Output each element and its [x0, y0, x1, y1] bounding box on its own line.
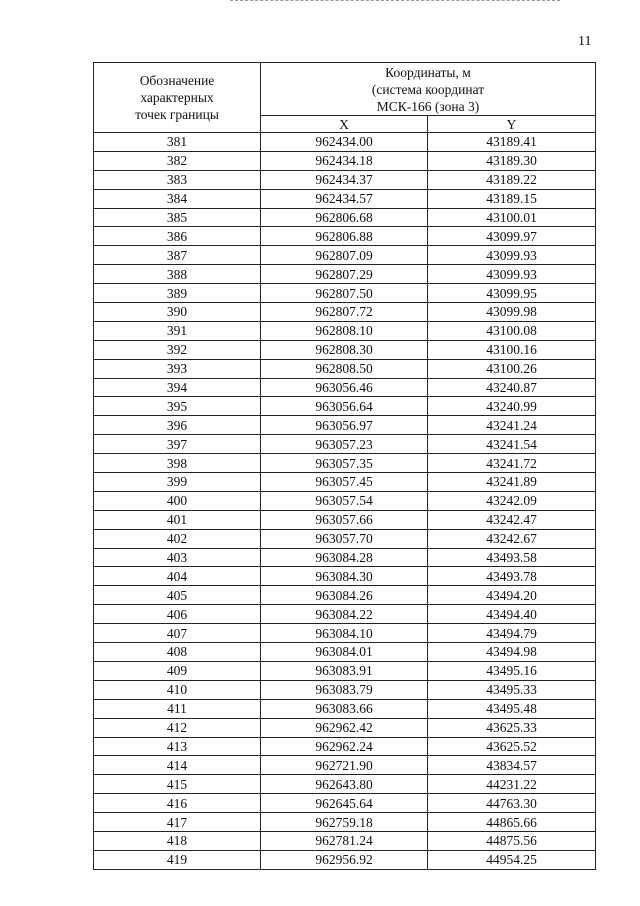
y-cell: 44231.22 — [428, 775, 596, 794]
y-cell: 43099.98 — [428, 303, 596, 322]
table-row — [94, 680, 596, 699]
y-cell: 43493.78 — [428, 567, 596, 586]
y-cell: 43495.16 — [428, 661, 596, 680]
x-cell: 962962.42 — [261, 718, 428, 737]
x-cell: 963057.66 — [261, 510, 428, 529]
y-cell: 43625.33 — [428, 718, 596, 737]
y-cell: 43099.93 — [428, 246, 596, 265]
table-row — [94, 208, 596, 227]
y-cell: 43099.95 — [428, 284, 596, 303]
point-cell: 395 — [94, 397, 261, 416]
y-cell: 43242.09 — [428, 491, 596, 510]
y-cell: 43189.30 — [428, 151, 596, 170]
y-cell: 43494.79 — [428, 624, 596, 643]
y-cell: 43241.72 — [428, 454, 596, 473]
y-cell: 43494.40 — [428, 605, 596, 624]
table-row — [94, 378, 596, 397]
point-cell: 391 — [94, 321, 261, 340]
y-cell: 43495.48 — [428, 699, 596, 718]
points-header-line: характерных — [140, 90, 214, 105]
x-cell: 963056.97 — [261, 416, 428, 435]
y-cell: 43494.20 — [428, 586, 596, 605]
point-cell: 398 — [94, 454, 261, 473]
point-cell: 385 — [94, 208, 261, 227]
x-cell: 963056.46 — [261, 378, 428, 397]
point-cell: 404 — [94, 567, 261, 586]
point-cell: 414 — [94, 756, 261, 775]
table-row — [94, 151, 596, 170]
point-cell: 407 — [94, 624, 261, 643]
point-cell: 418 — [94, 831, 261, 850]
x-cell: 962808.10 — [261, 321, 428, 340]
x-cell: 963057.54 — [261, 491, 428, 510]
x-cell: 963084.10 — [261, 624, 428, 643]
table-row — [94, 661, 596, 680]
x-cell: 962807.72 — [261, 303, 428, 322]
y-cell: 43493.58 — [428, 548, 596, 567]
x-column-header: X — [261, 116, 428, 133]
y-cell: 43189.22 — [428, 170, 596, 189]
y-cell: 43494.98 — [428, 643, 596, 662]
y-cell: 44875.56 — [428, 831, 596, 850]
x-cell: 962956.92 — [261, 850, 428, 869]
x-cell: 962434.57 — [261, 189, 428, 208]
table-row — [94, 699, 596, 718]
table-row — [94, 794, 596, 813]
point-cell: 415 — [94, 775, 261, 794]
y-cell: 43100.01 — [428, 208, 596, 227]
y-cell: 43100.16 — [428, 340, 596, 359]
x-cell: 963057.70 — [261, 529, 428, 548]
page-number: 11 — [578, 34, 592, 49]
points-column-header — [94, 63, 261, 133]
y-cell: 43241.89 — [428, 473, 596, 492]
y-cell: 43625.52 — [428, 737, 596, 756]
x-cell: 962807.29 — [261, 265, 428, 284]
x-cell: 962781.24 — [261, 831, 428, 850]
y-cell: 44763.30 — [428, 794, 596, 813]
x-cell: 962806.88 — [261, 227, 428, 246]
table-row — [94, 813, 596, 832]
table-row — [94, 416, 596, 435]
point-cell: 393 — [94, 359, 261, 378]
x-cell: 962759.18 — [261, 813, 428, 832]
x-cell: 963056.64 — [261, 397, 428, 416]
point-cell: 405 — [94, 586, 261, 605]
y-cell: 43240.99 — [428, 397, 596, 416]
table-row — [94, 303, 596, 322]
table-row — [94, 850, 596, 869]
table-row — [94, 189, 596, 208]
x-cell: 963057.35 — [261, 454, 428, 473]
y-cell: 43495.33 — [428, 680, 596, 699]
point-cell: 401 — [94, 510, 261, 529]
points-header-line: точек границы — [135, 107, 219, 122]
x-cell: 962806.68 — [261, 208, 428, 227]
coords-header-line: (система координат — [371, 81, 485, 97]
y-cell: 43100.26 — [428, 359, 596, 378]
table-row — [94, 548, 596, 567]
point-cell: 390 — [94, 303, 261, 322]
point-cell: 382 — [94, 151, 261, 170]
point-cell: 416 — [94, 794, 261, 813]
table-row — [94, 454, 596, 473]
table-row — [94, 718, 596, 737]
x-cell: 962645.64 — [261, 794, 428, 813]
y-cell: 43241.24 — [428, 416, 596, 435]
point-cell: 392 — [94, 340, 261, 359]
x-cell: 963084.26 — [261, 586, 428, 605]
coords-header-line: Координаты, м — [385, 64, 471, 80]
table-row — [94, 359, 596, 378]
point-cell: 396 — [94, 416, 261, 435]
point-cell: 419 — [94, 850, 261, 869]
point-cell: 411 — [94, 699, 261, 718]
point-cell: 399 — [94, 473, 261, 492]
x-cell: 963083.79 — [261, 680, 428, 699]
x-cell: 962962.24 — [261, 737, 428, 756]
coordinates-column-header — [261, 63, 596, 116]
point-cell: 402 — [94, 529, 261, 548]
point-cell: 389 — [94, 284, 261, 303]
point-cell: 384 — [94, 189, 261, 208]
table-row — [94, 643, 596, 662]
table-row — [94, 831, 596, 850]
y-cell: 43834.57 — [428, 756, 596, 775]
table-row — [94, 491, 596, 510]
table-row — [94, 340, 596, 359]
point-cell: 400 — [94, 491, 261, 510]
x-cell: 963083.66 — [261, 699, 428, 718]
point-cell: 381 — [94, 133, 261, 152]
point-cell: 394 — [94, 378, 261, 397]
y-cell: 43242.47 — [428, 510, 596, 529]
point-cell: 388 — [94, 265, 261, 284]
point-cell: 406 — [94, 605, 261, 624]
x-cell: 962434.00 — [261, 133, 428, 152]
y-cell: 43240.87 — [428, 378, 596, 397]
y-cell: 43242.67 — [428, 529, 596, 548]
table-row — [94, 227, 596, 246]
point-cell: 403 — [94, 548, 261, 567]
table-row — [94, 133, 596, 152]
point-cell: 413 — [94, 737, 261, 756]
coords-header-line: МСК-166 (зона 3) — [376, 98, 480, 114]
table-row — [94, 473, 596, 492]
point-cell: 412 — [94, 718, 261, 737]
x-cell: 962643.80 — [261, 775, 428, 794]
x-cell: 963057.23 — [261, 435, 428, 454]
point-cell: 386 — [94, 227, 261, 246]
point-cell: 409 — [94, 661, 261, 680]
table-row — [94, 756, 596, 775]
top-scan-rule — [230, 0, 560, 3]
x-cell: 962807.09 — [261, 246, 428, 265]
y-cell: 43189.15 — [428, 189, 596, 208]
y-cell: 43100.08 — [428, 321, 596, 340]
coordinates-table — [93, 62, 596, 870]
y-column-header: Y — [428, 116, 596, 133]
point-cell: 383 — [94, 170, 261, 189]
table-body — [94, 133, 596, 870]
point-cell: 410 — [94, 680, 261, 699]
table-row — [94, 775, 596, 794]
table-row — [94, 321, 596, 340]
point-cell: 397 — [94, 435, 261, 454]
table-row — [94, 510, 596, 529]
table-row — [94, 605, 596, 624]
table-row — [94, 397, 596, 416]
y-cell: 43099.97 — [428, 227, 596, 246]
table-row — [94, 435, 596, 454]
y-cell: 43189.41 — [428, 133, 596, 152]
table-row — [94, 170, 596, 189]
point-cell: 417 — [94, 813, 261, 832]
y-cell: 44954.25 — [428, 850, 596, 869]
table-row — [94, 567, 596, 586]
point-cell: 408 — [94, 643, 261, 662]
x-cell: 963084.01 — [261, 643, 428, 662]
x-cell: 963084.22 — [261, 605, 428, 624]
y-cell: 43099.93 — [428, 265, 596, 284]
table-row — [94, 737, 596, 756]
x-cell: 962808.30 — [261, 340, 428, 359]
table-row — [94, 246, 596, 265]
x-cell: 962807.50 — [261, 284, 428, 303]
x-cell: 963084.30 — [261, 567, 428, 586]
table-row — [94, 624, 596, 643]
y-cell: 44865.66 — [428, 813, 596, 832]
table-row — [94, 265, 596, 284]
y-cell: 43241.54 — [428, 435, 596, 454]
x-cell: 963057.45 — [261, 473, 428, 492]
point-cell: 387 — [94, 246, 261, 265]
x-cell: 962721.90 — [261, 756, 428, 775]
table-row — [94, 529, 596, 548]
x-cell: 963083.91 — [261, 661, 428, 680]
points-header-line: Обозначение — [139, 73, 215, 88]
x-cell: 962808.50 — [261, 359, 428, 378]
table-row — [94, 586, 596, 605]
x-cell: 962434.37 — [261, 170, 428, 189]
table-row — [94, 284, 596, 303]
x-cell: 962434.18 — [261, 151, 428, 170]
x-cell: 963084.28 — [261, 548, 428, 567]
